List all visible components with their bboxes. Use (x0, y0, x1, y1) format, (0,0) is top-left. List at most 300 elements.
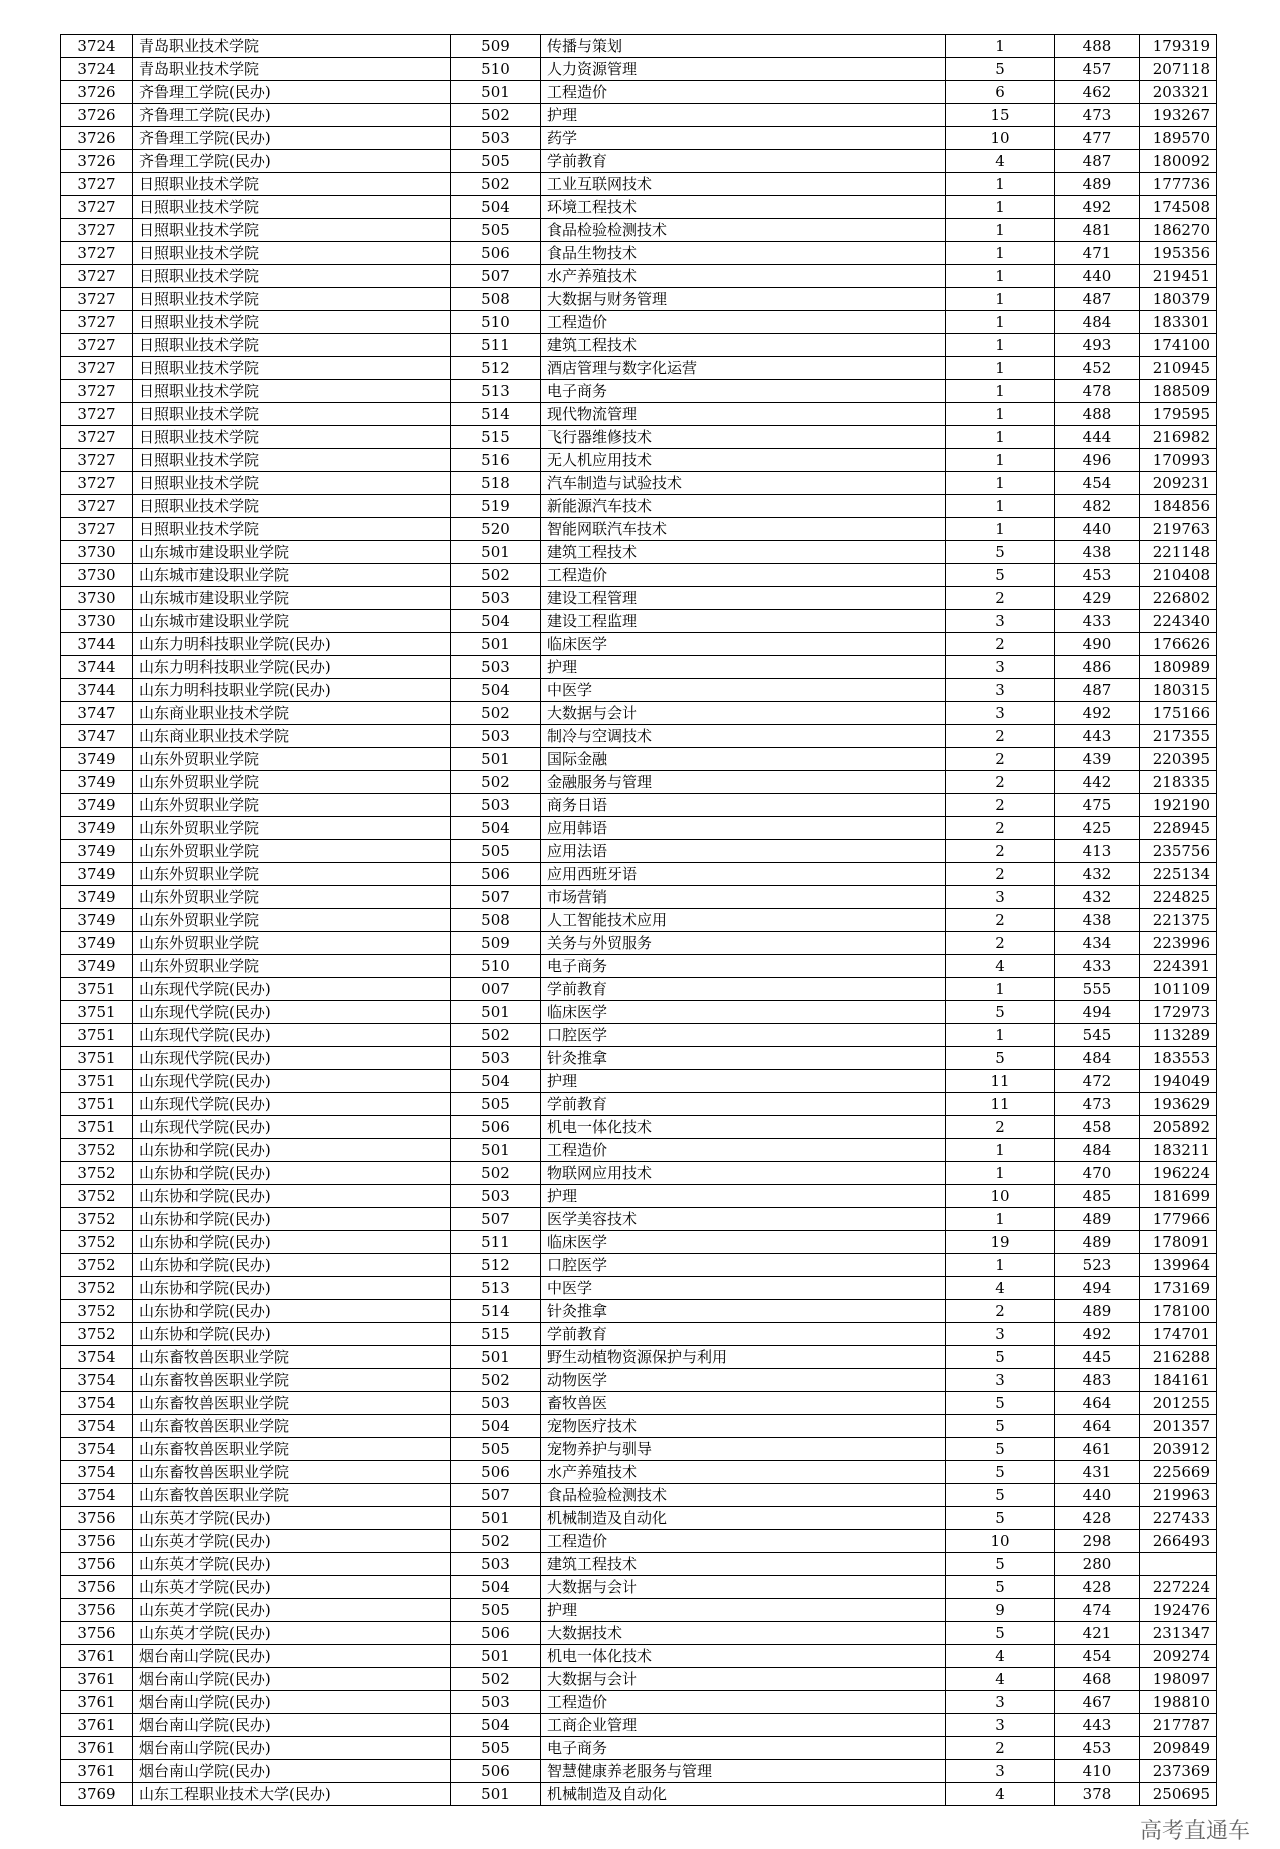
major-code-cell: 503 (451, 1392, 541, 1415)
rank-cell: 207118 (1140, 58, 1217, 81)
school-name-cell: 山东畜牧兽医职业学院 (133, 1484, 451, 1507)
school-name-cell: 齐鲁理工学院(民办) (133, 127, 451, 150)
table-row (61, 656, 1217, 679)
major-code-cell: 505 (451, 150, 541, 173)
school-name-cell: 山东现代学院(民办) (133, 1093, 451, 1116)
table-row (61, 518, 1217, 541)
rank-cell: 188509 (1140, 380, 1217, 403)
school-code-cell: 3744 (61, 656, 133, 679)
min-score-cell: 494 (1055, 1001, 1140, 1024)
school-name-cell: 烟台南山学院(民办) (133, 1691, 451, 1714)
major-name-cell: 学前教育 (541, 1323, 946, 1346)
school-name-cell: 山东现代学院(民办) (133, 1001, 451, 1024)
school-code-cell: 3727 (61, 380, 133, 403)
rank-cell: 219963 (1140, 1484, 1217, 1507)
table-row (61, 702, 1217, 725)
plan-count-cell: 4 (946, 1668, 1055, 1691)
school-name-cell: 山东现代学院(民办) (133, 1047, 451, 1070)
plan-count-cell: 1 (946, 288, 1055, 311)
rank-cell: 205892 (1140, 1116, 1217, 1139)
plan-count-cell: 4 (946, 1645, 1055, 1668)
school-code-cell: 3726 (61, 127, 133, 150)
plan-count-cell: 1 (946, 978, 1055, 1001)
major-code-cell: 504 (451, 817, 541, 840)
school-code-cell: 3769 (61, 1783, 133, 1806)
school-name-cell: 齐鲁理工学院(民办) (133, 150, 451, 173)
major-name-cell: 大数据与会计 (541, 1668, 946, 1691)
table-row (61, 1507, 1217, 1530)
major-name-cell: 口腔医学 (541, 1024, 946, 1047)
school-name-cell: 烟台南山学院(民办) (133, 1645, 451, 1668)
rank-cell: 218335 (1140, 771, 1217, 794)
major-code-cell: 502 (451, 1024, 541, 1047)
plan-count-cell: 1 (946, 35, 1055, 58)
major-name-cell: 建设工程监理 (541, 610, 946, 633)
plan-count-cell: 5 (946, 1346, 1055, 1369)
school-code-cell: 3747 (61, 725, 133, 748)
major-code-cell: 518 (451, 472, 541, 495)
school-name-cell: 山东协和学院(民办) (133, 1139, 451, 1162)
table-row (61, 1093, 1217, 1116)
school-name-cell: 山东外贸职业学院 (133, 955, 451, 978)
major-name-cell: 建筑工程技术 (541, 541, 946, 564)
school-code-cell: 3727 (61, 334, 133, 357)
min-score-cell: 492 (1055, 196, 1140, 219)
major-name-cell: 电子商务 (541, 1737, 946, 1760)
major-name-cell: 人工智能技术应用 (541, 909, 946, 932)
major-name-cell: 工程造价 (541, 1691, 946, 1714)
school-name-cell: 青岛职业技术学院 (133, 58, 451, 81)
major-name-cell: 大数据技术 (541, 1622, 946, 1645)
major-code-cell: 501 (451, 633, 541, 656)
school-code-cell: 3749 (61, 794, 133, 817)
plan-count-cell: 5 (946, 1484, 1055, 1507)
min-score-cell: 298 (1055, 1530, 1140, 1553)
major-name-cell: 护理 (541, 1599, 946, 1622)
rank-cell: 194049 (1140, 1070, 1217, 1093)
min-score-cell: 438 (1055, 909, 1140, 932)
table-row (61, 1737, 1217, 1760)
rank-cell: 231347 (1140, 1622, 1217, 1645)
min-score-cell: 461 (1055, 1438, 1140, 1461)
watermark: 高考直通车 (1139, 1819, 1250, 1844)
rank-cell: 101109 (1140, 978, 1217, 1001)
school-code-cell: 3749 (61, 886, 133, 909)
min-score-cell: 458 (1055, 1116, 1140, 1139)
school-code-cell: 3751 (61, 1070, 133, 1093)
school-name-cell: 山东畜牧兽医职业学院 (133, 1461, 451, 1484)
school-name-cell: 山东畜牧兽医职业学院 (133, 1346, 451, 1369)
table-row (61, 932, 1217, 955)
school-code-cell: 3744 (61, 633, 133, 656)
major-code-cell: 502 (451, 1668, 541, 1691)
min-score-cell: 428 (1055, 1576, 1140, 1599)
plan-count-cell: 19 (946, 1231, 1055, 1254)
major-name-cell: 野生动植物资源保护与利用 (541, 1346, 946, 1369)
major-name-cell: 机电一体化技术 (541, 1116, 946, 1139)
rank-cell: 210945 (1140, 357, 1217, 380)
min-score-cell: 442 (1055, 771, 1140, 794)
table-row (61, 265, 1217, 288)
major-name-cell: 护理 (541, 104, 946, 127)
school-code-cell: 3726 (61, 104, 133, 127)
rank-cell: 174100 (1140, 334, 1217, 357)
min-score-cell: 470 (1055, 1162, 1140, 1185)
school-name-cell: 山东工程职业技术大学(民办) (133, 1783, 451, 1806)
school-code-cell: 3727 (61, 242, 133, 265)
table-row (61, 357, 1217, 380)
school-code-cell: 3754 (61, 1369, 133, 1392)
plan-count-cell: 6 (946, 81, 1055, 104)
min-score-cell: 440 (1055, 518, 1140, 541)
rank-cell: 178091 (1140, 1231, 1217, 1254)
rank-cell: 183301 (1140, 311, 1217, 334)
school-code-cell: 3761 (61, 1714, 133, 1737)
table-row (61, 1185, 1217, 1208)
major-name-cell: 建筑工程技术 (541, 1553, 946, 1576)
plan-count-cell: 1 (946, 311, 1055, 334)
school-name-cell: 山东外贸职业学院 (133, 794, 451, 817)
major-code-cell: 505 (451, 840, 541, 863)
table-row (61, 1392, 1217, 1415)
plan-count-cell: 1 (946, 1254, 1055, 1277)
min-score-cell: 473 (1055, 104, 1140, 127)
school-name-cell: 山东英才学院(民办) (133, 1576, 451, 1599)
major-code-cell: 514 (451, 1300, 541, 1323)
major-code-cell: 501 (451, 1507, 541, 1530)
major-name-cell: 临床医学 (541, 1001, 946, 1024)
major-code-cell: 507 (451, 886, 541, 909)
major-name-cell: 现代物流管理 (541, 403, 946, 426)
min-score-cell: 489 (1055, 1300, 1140, 1323)
school-code-cell: 3730 (61, 587, 133, 610)
plan-count-cell: 9 (946, 1599, 1055, 1622)
table-row (61, 1254, 1217, 1277)
rank-cell: 216288 (1140, 1346, 1217, 1369)
table-row (61, 1691, 1217, 1714)
min-score-cell: 484 (1055, 1139, 1140, 1162)
min-score-cell: 492 (1055, 1323, 1140, 1346)
rank-cell: 201255 (1140, 1392, 1217, 1415)
school-code-cell: 3747 (61, 702, 133, 725)
major-name-cell: 医学美容技术 (541, 1208, 946, 1231)
school-name-cell: 山东英才学院(民办) (133, 1599, 451, 1622)
major-code-cell: 501 (451, 541, 541, 564)
min-score-cell: 477 (1055, 127, 1140, 150)
school-code-cell: 3751 (61, 978, 133, 1001)
school-code-cell: 3730 (61, 564, 133, 587)
major-name-cell: 金融服务与管理 (541, 771, 946, 794)
school-code-cell: 3727 (61, 265, 133, 288)
min-score-cell: 464 (1055, 1415, 1140, 1438)
rank-cell: 210408 (1140, 564, 1217, 587)
table-row (61, 1346, 1217, 1369)
major-code-cell: 513 (451, 1277, 541, 1300)
major-name-cell: 针灸推拿 (541, 1047, 946, 1070)
major-name-cell: 畜牧兽医 (541, 1392, 946, 1415)
major-code-cell: 502 (451, 702, 541, 725)
table-row (61, 1277, 1217, 1300)
major-code-cell: 511 (451, 1231, 541, 1254)
plan-count-cell: 1 (946, 403, 1055, 426)
rank-cell: 266493 (1140, 1530, 1217, 1553)
school-code-cell: 3749 (61, 863, 133, 886)
school-code-cell: 3761 (61, 1691, 133, 1714)
major-code-cell: 515 (451, 1323, 541, 1346)
min-score-cell: 440 (1055, 265, 1140, 288)
school-name-cell: 山东协和学院(民办) (133, 1162, 451, 1185)
school-name-cell: 山东协和学院(民办) (133, 1254, 451, 1277)
major-code-cell: 007 (451, 978, 541, 1001)
major-code-cell: 503 (451, 1691, 541, 1714)
rank-cell: 224825 (1140, 886, 1217, 909)
plan-count-cell: 3 (946, 1369, 1055, 1392)
major-code-cell: 506 (451, 1116, 541, 1139)
school-name-cell: 山东外贸职业学院 (133, 909, 451, 932)
major-name-cell: 大数据与财务管理 (541, 288, 946, 311)
major-code-cell: 504 (451, 1714, 541, 1737)
school-code-cell: 3751 (61, 1024, 133, 1047)
rank-cell: 178100 (1140, 1300, 1217, 1323)
major-name-cell: 工程造价 (541, 1139, 946, 1162)
plan-count-cell: 5 (946, 1507, 1055, 1530)
rank-cell: 237369 (1140, 1760, 1217, 1783)
rank-cell: 198097 (1140, 1668, 1217, 1691)
major-code-cell: 505 (451, 1093, 541, 1116)
major-code-cell: 504 (451, 196, 541, 219)
major-name-cell: 中医学 (541, 679, 946, 702)
school-code-cell: 3754 (61, 1438, 133, 1461)
min-score-cell: 488 (1055, 35, 1140, 58)
plan-count-cell: 2 (946, 748, 1055, 771)
table-row (61, 1323, 1217, 1346)
school-name-cell: 日照职业技术学院 (133, 426, 451, 449)
major-name-cell: 建设工程管理 (541, 587, 946, 610)
major-code-cell: 506 (451, 1461, 541, 1484)
school-name-cell: 山东外贸职业学院 (133, 863, 451, 886)
rank-cell: 184856 (1140, 495, 1217, 518)
school-code-cell: 3730 (61, 541, 133, 564)
major-code-cell: 501 (451, 1139, 541, 1162)
plan-count-cell: 2 (946, 633, 1055, 656)
rank-cell: 203912 (1140, 1438, 1217, 1461)
table-row (61, 127, 1217, 150)
school-code-cell: 3752 (61, 1300, 133, 1323)
major-code-cell: 512 (451, 1254, 541, 1277)
school-code-cell: 3754 (61, 1415, 133, 1438)
min-score-cell: 485 (1055, 1185, 1140, 1208)
school-name-cell: 山东英才学院(民办) (133, 1530, 451, 1553)
plan-count-cell: 1 (946, 1208, 1055, 1231)
rank-cell: 225669 (1140, 1461, 1217, 1484)
major-code-cell: 501 (451, 1645, 541, 1668)
major-code-cell: 503 (451, 656, 541, 679)
school-name-cell: 山东外贸职业学院 (133, 840, 451, 863)
plan-count-cell: 3 (946, 1323, 1055, 1346)
table-row (61, 1484, 1217, 1507)
major-code-cell: 503 (451, 587, 541, 610)
plan-count-cell: 1 (946, 334, 1055, 357)
plan-count-cell: 5 (946, 1576, 1055, 1599)
major-code-cell: 501 (451, 748, 541, 771)
school-name-cell: 日照职业技术学院 (133, 242, 451, 265)
table-row (61, 495, 1217, 518)
school-code-cell: 3727 (61, 472, 133, 495)
major-name-cell: 工商企业管理 (541, 1714, 946, 1737)
table-row (61, 58, 1217, 81)
major-name-cell: 无人机应用技术 (541, 449, 946, 472)
table-row (61, 173, 1217, 196)
school-name-cell: 日照职业技术学院 (133, 311, 451, 334)
major-name-cell: 酒店管理与数字化运营 (541, 357, 946, 380)
plan-count-cell: 1 (946, 265, 1055, 288)
school-name-cell: 日照职业技术学院 (133, 219, 451, 242)
major-name-cell: 新能源汽车技术 (541, 495, 946, 518)
table-row (61, 104, 1217, 127)
table-row (61, 1783, 1217, 1806)
school-code-cell: 3754 (61, 1461, 133, 1484)
school-code-cell: 3751 (61, 1093, 133, 1116)
min-score-cell: 489 (1055, 1231, 1140, 1254)
plan-count-cell: 1 (946, 426, 1055, 449)
min-score-cell: 434 (1055, 932, 1140, 955)
plan-count-cell: 11 (946, 1093, 1055, 1116)
major-name-cell: 口腔医学 (541, 1254, 946, 1277)
plan-count-cell: 5 (946, 564, 1055, 587)
school-code-cell: 3727 (61, 311, 133, 334)
min-score-cell: 439 (1055, 748, 1140, 771)
school-name-cell: 山东协和学院(民办) (133, 1277, 451, 1300)
plan-count-cell: 3 (946, 1691, 1055, 1714)
major-code-cell: 516 (451, 449, 541, 472)
plan-count-cell: 2 (946, 909, 1055, 932)
plan-count-cell: 5 (946, 1438, 1055, 1461)
rank-cell: 221375 (1140, 909, 1217, 932)
rank-cell: 228945 (1140, 817, 1217, 840)
school-code-cell: 3727 (61, 495, 133, 518)
school-code-cell: 3761 (61, 1668, 133, 1691)
rank-cell: 113289 (1140, 1024, 1217, 1047)
school-name-cell: 日照职业技术学院 (133, 196, 451, 219)
plan-count-cell: 5 (946, 1461, 1055, 1484)
table-row (61, 817, 1217, 840)
school-name-cell: 山东协和学院(民办) (133, 1231, 451, 1254)
plan-count-cell: 5 (946, 1392, 1055, 1415)
plan-count-cell: 2 (946, 863, 1055, 886)
min-score-cell: 471 (1055, 242, 1140, 265)
table-row (61, 886, 1217, 909)
min-score-cell: 468 (1055, 1668, 1140, 1691)
table-row (61, 863, 1217, 886)
major-code-cell: 506 (451, 1760, 541, 1783)
rank-cell: 227224 (1140, 1576, 1217, 1599)
table-row (61, 1576, 1217, 1599)
major-name-cell: 工程造价 (541, 564, 946, 587)
major-code-cell: 513 (451, 380, 541, 403)
rank-cell: 209274 (1140, 1645, 1217, 1668)
school-name-cell: 日照职业技术学院 (133, 288, 451, 311)
school-code-cell: 3761 (61, 1760, 133, 1783)
table-row (61, 219, 1217, 242)
plan-count-cell: 5 (946, 541, 1055, 564)
major-name-cell: 电子商务 (541, 380, 946, 403)
major-code-cell: 506 (451, 242, 541, 265)
table-row (61, 1668, 1217, 1691)
plan-count-cell: 5 (946, 1001, 1055, 1024)
major-code-cell: 512 (451, 357, 541, 380)
rank-cell: 195356 (1140, 242, 1217, 265)
rank-cell: 193629 (1140, 1093, 1217, 1116)
school-name-cell: 烟台南山学院(民办) (133, 1714, 451, 1737)
major-code-cell: 504 (451, 1415, 541, 1438)
major-name-cell: 大数据与会计 (541, 1576, 946, 1599)
plan-count-cell: 5 (946, 1047, 1055, 1070)
plan-count-cell: 3 (946, 1760, 1055, 1783)
plan-count-cell: 1 (946, 495, 1055, 518)
min-score-cell: 429 (1055, 587, 1140, 610)
major-code-cell: 506 (451, 1622, 541, 1645)
rank-cell: 223996 (1140, 932, 1217, 955)
major-name-cell: 制冷与空调技术 (541, 725, 946, 748)
major-code-cell: 503 (451, 794, 541, 817)
table-row (61, 564, 1217, 587)
major-name-cell: 机械制造及自动化 (541, 1507, 946, 1530)
major-name-cell: 宠物医疗技术 (541, 1415, 946, 1438)
rank-cell: 226802 (1140, 587, 1217, 610)
plan-count-cell: 2 (946, 932, 1055, 955)
min-score-cell: 457 (1055, 58, 1140, 81)
major-name-cell: 环境工程技术 (541, 196, 946, 219)
rank-cell (1140, 1553, 1217, 1576)
school-name-cell: 山东畜牧兽医职业学院 (133, 1415, 451, 1438)
school-name-cell: 山东外贸职业学院 (133, 771, 451, 794)
table-row (61, 541, 1217, 564)
min-score-cell: 488 (1055, 403, 1140, 426)
rank-cell: 192190 (1140, 794, 1217, 817)
school-name-cell: 山东外贸职业学院 (133, 748, 451, 771)
major-code-cell: 502 (451, 1530, 541, 1553)
table-row (61, 288, 1217, 311)
table-row (61, 449, 1217, 472)
table-row (61, 748, 1217, 771)
table-row (61, 1415, 1217, 1438)
table-row (61, 610, 1217, 633)
rank-cell: 179319 (1140, 35, 1217, 58)
major-name-cell: 大数据与会计 (541, 702, 946, 725)
table-body (61, 35, 1217, 1806)
school-code-cell: 3749 (61, 771, 133, 794)
min-score-cell: 440 (1055, 1484, 1140, 1507)
min-score-cell: 464 (1055, 1392, 1140, 1415)
plan-count-cell: 15 (946, 104, 1055, 127)
major-code-cell: 510 (451, 58, 541, 81)
min-score-cell: 454 (1055, 1645, 1140, 1668)
rank-cell: 221148 (1140, 541, 1217, 564)
major-name-cell: 机电一体化技术 (541, 1645, 946, 1668)
table-row (61, 1116, 1217, 1139)
major-code-cell: 501 (451, 1783, 541, 1806)
table-row (61, 472, 1217, 495)
major-code-cell: 503 (451, 1047, 541, 1070)
min-score-cell: 445 (1055, 1346, 1140, 1369)
major-name-cell: 工程造价 (541, 1530, 946, 1553)
min-score-cell: 473 (1055, 1093, 1140, 1116)
major-code-cell: 504 (451, 1070, 541, 1093)
min-score-cell: 472 (1055, 1070, 1140, 1093)
school-code-cell: 3752 (61, 1208, 133, 1231)
major-name-cell: 工程造价 (541, 81, 946, 104)
table-row (61, 1438, 1217, 1461)
